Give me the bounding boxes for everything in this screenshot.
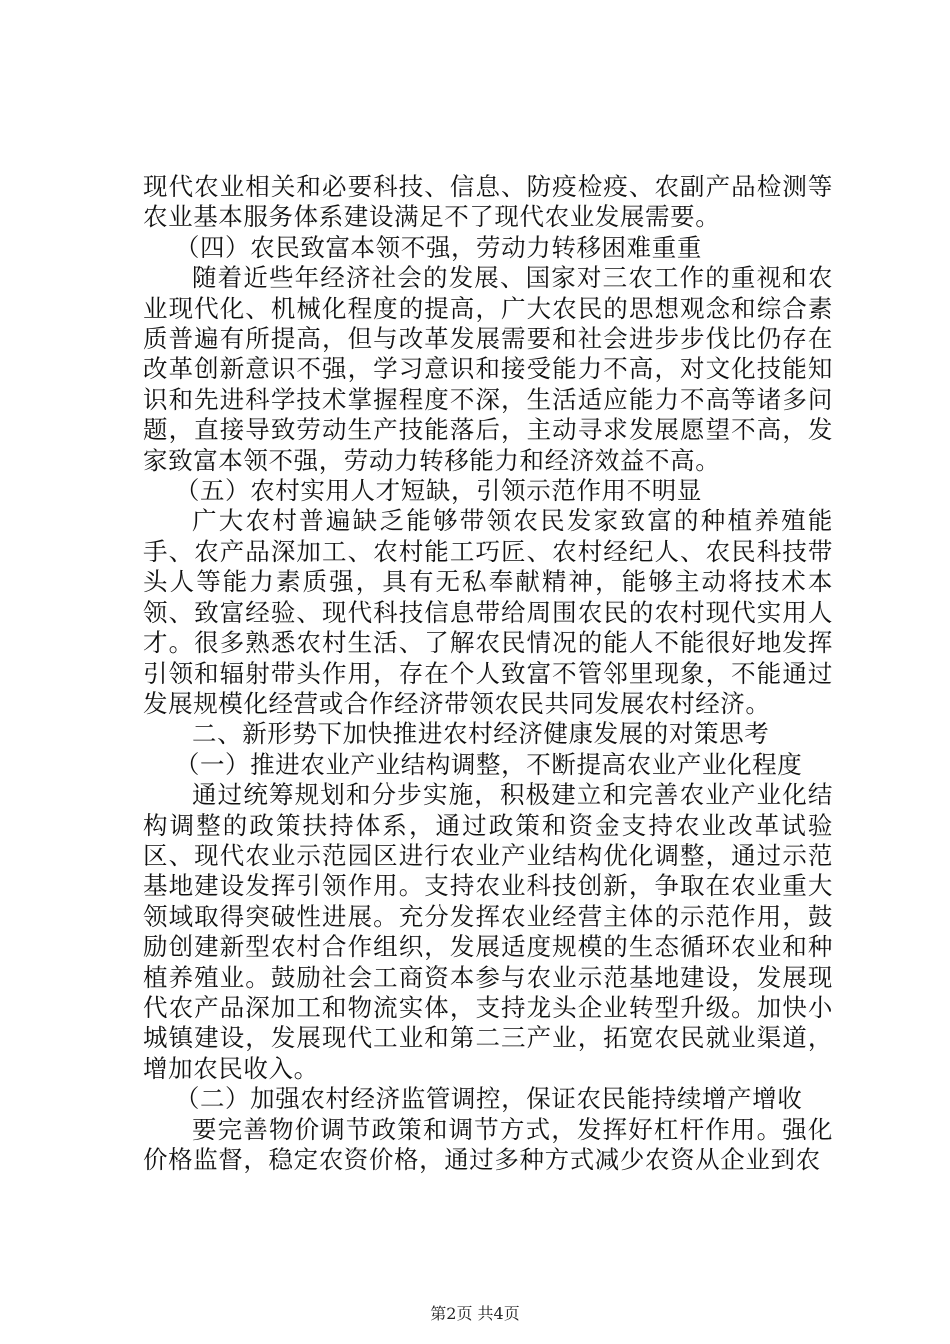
paragraph-industry-structure: 通过统筹规划和分步实施，积极建立和完善农业产业化结构调整的政策扶持体系，通过政策和资金支持农业改革试验区、现代农业示范园区进行农业产业结构优化调整，通过示范基地建设发挥引领作用。支持农业科技创新，争取在农业重大领域取得突破性进展。充分发挥农业经营主体的示范作用，鼓励创建新型农村合作组织，发展适度规模的生态循环农业和种植养殖业。鼓励社会工商资本参与农业示范基地建设，发展现代农产品深加工和物流实体，支持龙头企业转型升级。加快小城镇建设，发展现代工业和第二三产业，拓宽农民就业渠道，增加农民收入。 xyxy=(143,780,833,1083)
section-heading-4: （四）农民致富本领不强，劳动力转移困难重重 xyxy=(174,232,702,262)
chapter-heading-2: 二、新形势下加快推进农村经济健康发展的对策思考 xyxy=(192,719,770,749)
paragraph-rural-talent: 广大农村普遍缺乏能够带领农民发家致富的种植养殖能手、农产品深加工、农村能工巧匠、农村经纪人、农民科技带头人等能力素质强，具有无私奉献精神，能够主动将技术本领、致富经验、现代科技信息带给周围农民的农村现代实用人才。很多熟悉农村生活、了解农民情况的能人不能很好地发挥引领和辐射带头作用，存在个人致富不管邻里现象，不能通过发展规模化经营或合作经济带领农民共同发展农村经济。 xyxy=(143,506,833,718)
section-heading-5: （五）农村实用人才短缺，引领示范作用不明显 xyxy=(174,476,702,506)
document-body xyxy=(143,172,833,1175)
paragraph-price-regulation: 要完善物价调节政策和调节方式，发挥好杠杆作用。强化价格监督，稳定农资价格，通过多种方式减少农资从企业到农 xyxy=(143,1114,833,1174)
paragraph-farmer-skills: 随着近些年经济社会的发展、国家对三农工作的重视和农业现代化、机械化程度的提高，广大农民的思想观念和综合素质普遍有所提高，但与改革发展需要和社会进步步伐比仍存在改革创新意识不强，学习意识和接受能力不高，对文化技能知识和先进科学技术掌握程度不深，生活适应能力不高等诸多问题，直接导致劳动生产技能落后，主动寻求发展愿望不高，发家致富本领不强，劳动力转移能力和经济效益不高。 xyxy=(143,263,833,475)
paragraph-continuation: 现代农业相关和必要科技、信息、防疫检疫、农副产品检测等农业基本服务体系建设满足不了现代农业发展需要。 xyxy=(143,172,833,232)
page-number-footer: 第2页 共4页 xyxy=(430,1304,520,1323)
section-heading-1: （一）推进农业产业结构调整，不断提高农业产业化程度 xyxy=(174,749,803,779)
section-heading-2: （二）加强农村经济监管调控，保证农民能持续增产增收 xyxy=(174,1084,803,1114)
